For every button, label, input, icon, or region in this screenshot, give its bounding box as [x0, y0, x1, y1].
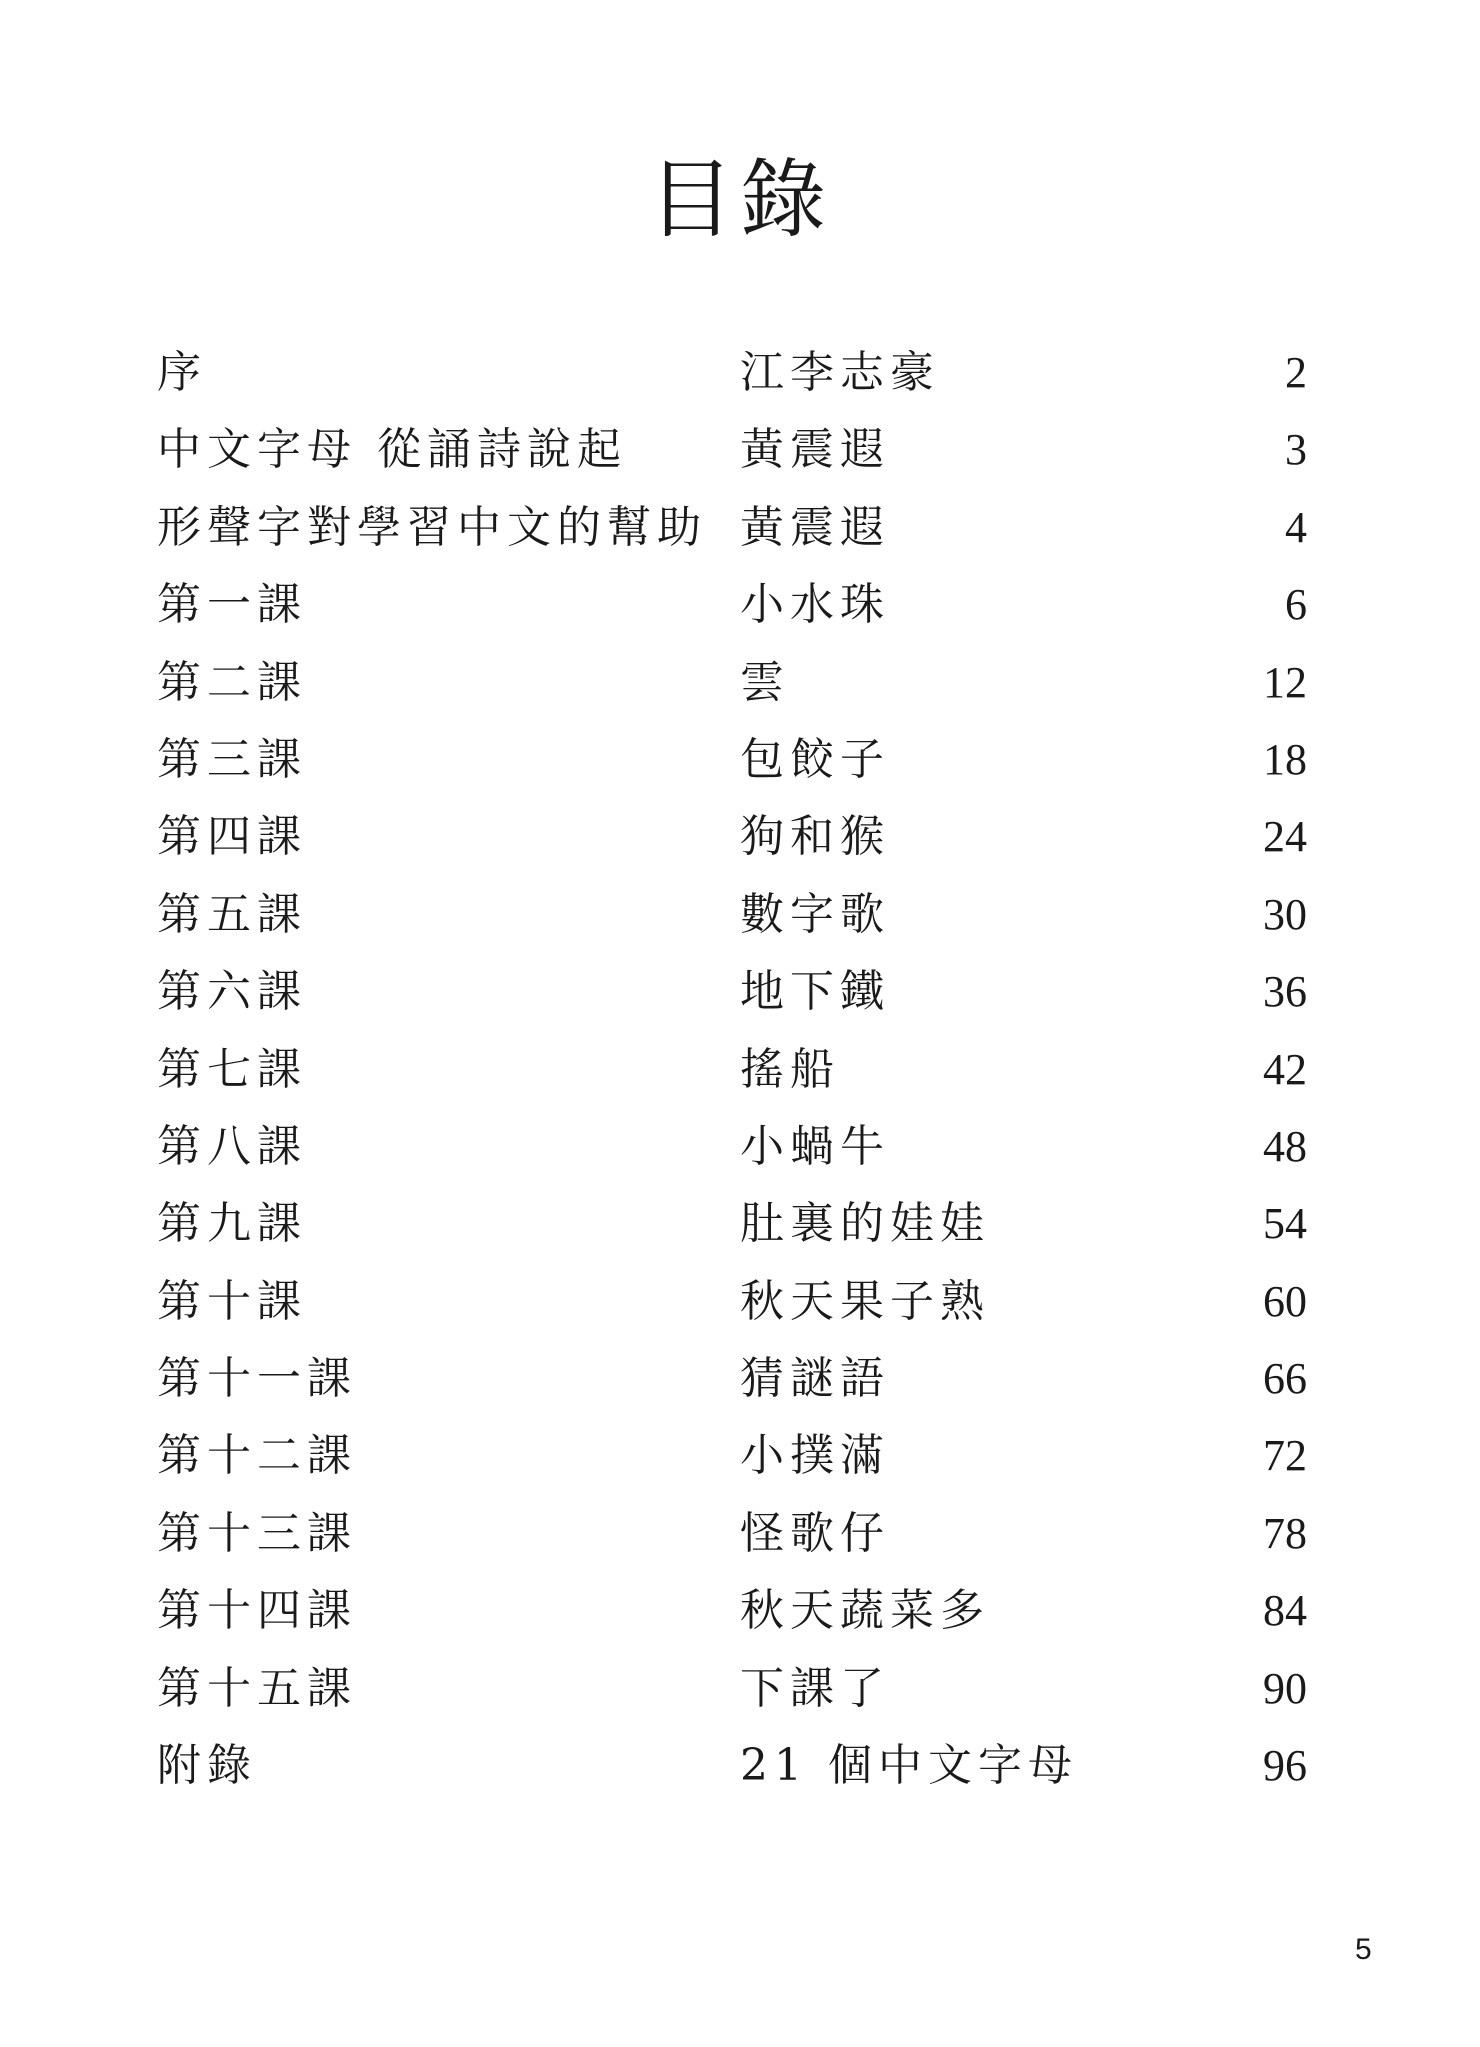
toc-entry-page: 24 [1263, 812, 1307, 862]
toc-entry-subtitle: 黃震遐 [740, 424, 890, 476]
toc-entry-page: 4 [1285, 502, 1307, 552]
toc-entry-subtitle: 21 個中文字母 [740, 1740, 1078, 1792]
toc-entry-subtitle: 猜謎語 [740, 1353, 890, 1405]
toc-entry-subtitle: 搖船 [740, 1043, 840, 1095]
toc-entry-title: 第八課 [157, 1120, 307, 1172]
toc-entry-title: 第十五課 [157, 1662, 357, 1714]
toc-row [157, 1035, 1307, 1112]
toc-entry-title: 中文字母 從誦詩說起 [157, 424, 627, 476]
table-of-contents [157, 338, 1307, 1808]
toc-entry-title: 第十三課 [157, 1507, 357, 1559]
page-number: 5 [1355, 1933, 1372, 1966]
toc-entry-title: 第六課 [157, 966, 307, 1018]
toc-entry-title: 第九課 [157, 1198, 307, 1250]
toc-entry-title: 第四課 [157, 811, 307, 863]
toc-entry-title: 附錄 [157, 1740, 257, 1792]
toc-entry-title: 第一課 [157, 579, 307, 631]
toc-entry-page: 84 [1263, 1586, 1307, 1636]
toc-row [157, 1267, 1307, 1344]
toc-row [157, 648, 1307, 725]
toc-row [157, 1576, 1307, 1653]
toc-entry-subtitle: 狗和猴 [740, 811, 890, 863]
toc-entry-subtitle: 數字歌 [740, 888, 890, 940]
toc-entry-subtitle: 小水珠 [740, 579, 890, 631]
toc-entry-page: 90 [1263, 1663, 1307, 1713]
toc-entry-subtitle: 雲 [740, 656, 790, 708]
toc-entry-page: 54 [1263, 1199, 1307, 1249]
toc-row [157, 880, 1307, 957]
toc-entry-subtitle: 黃震遐 [740, 501, 890, 553]
toc-entry-title: 第十四課 [157, 1585, 357, 1637]
toc-entry-subtitle: 下課了 [740, 1662, 890, 1714]
toc-entry-page: 78 [1263, 1508, 1307, 1558]
toc-entry-subtitle: 小蝸牛 [740, 1120, 890, 1172]
toc-row [157, 1421, 1307, 1498]
toc-entry-subtitle: 怪歌仔 [740, 1507, 890, 1559]
toc-entry-title: 形聲字對學習中文的幫助 [157, 501, 707, 553]
toc-entry-page: 48 [1263, 1121, 1307, 1171]
toc-row [157, 1112, 1307, 1189]
toc-row [157, 1344, 1307, 1421]
toc-row [157, 1189, 1307, 1266]
toc-entry-page: 72 [1263, 1431, 1307, 1481]
toc-row [157, 493, 1307, 570]
toc-entry-subtitle: 包餃子 [740, 733, 890, 785]
toc-row [157, 1499, 1307, 1576]
toc-entry-page: 96 [1263, 1741, 1307, 1791]
toc-row [157, 570, 1307, 647]
toc-entry-title: 第七課 [157, 1043, 307, 1095]
toc-entry-title: 第十一課 [157, 1353, 357, 1405]
toc-entry-subtitle: 秋天蔬菜多 [740, 1585, 990, 1637]
toc-entry-title: 第三課 [157, 733, 307, 785]
toc-row [157, 802, 1307, 879]
toc-entry-title: 第十二課 [157, 1430, 357, 1482]
toc-entry-page: 6 [1285, 580, 1307, 630]
toc-entry-page: 36 [1263, 967, 1307, 1017]
toc-entry-page: 2 [1285, 348, 1307, 397]
toc-entry-title: 第十課 [157, 1275, 307, 1327]
toc-row [157, 1654, 1307, 1731]
toc-entry-page: 30 [1263, 889, 1307, 939]
toc-entry-title: 第五課 [157, 888, 307, 940]
toc-row [157, 725, 1307, 802]
toc-row [157, 338, 1307, 415]
toc-entry-page: 12 [1263, 657, 1307, 707]
toc-entry-subtitle: 小撲滿 [740, 1430, 890, 1482]
toc-entry-title: 第二課 [157, 656, 307, 708]
toc-row [157, 957, 1307, 1034]
toc-entry-subtitle: 肚裏的娃娃 [740, 1198, 990, 1250]
page-title: 目錄 [648, 150, 832, 250]
toc-entry-page: 3 [1285, 425, 1307, 475]
toc-entry-page: 18 [1263, 734, 1307, 784]
toc-entry-page: 42 [1263, 1044, 1307, 1094]
toc-entry-subtitle: 江李志豪 [740, 347, 940, 398]
toc-entry-subtitle: 秋天果子熟 [740, 1275, 990, 1327]
toc-row [157, 1731, 1307, 1808]
toc-entry-page: 66 [1263, 1354, 1307, 1404]
toc-entry-subtitle: 地下鐵 [740, 966, 890, 1018]
toc-entry-page: 60 [1263, 1276, 1307, 1326]
toc-row [157, 415, 1307, 492]
toc-entry-title: 序 [157, 347, 207, 398]
